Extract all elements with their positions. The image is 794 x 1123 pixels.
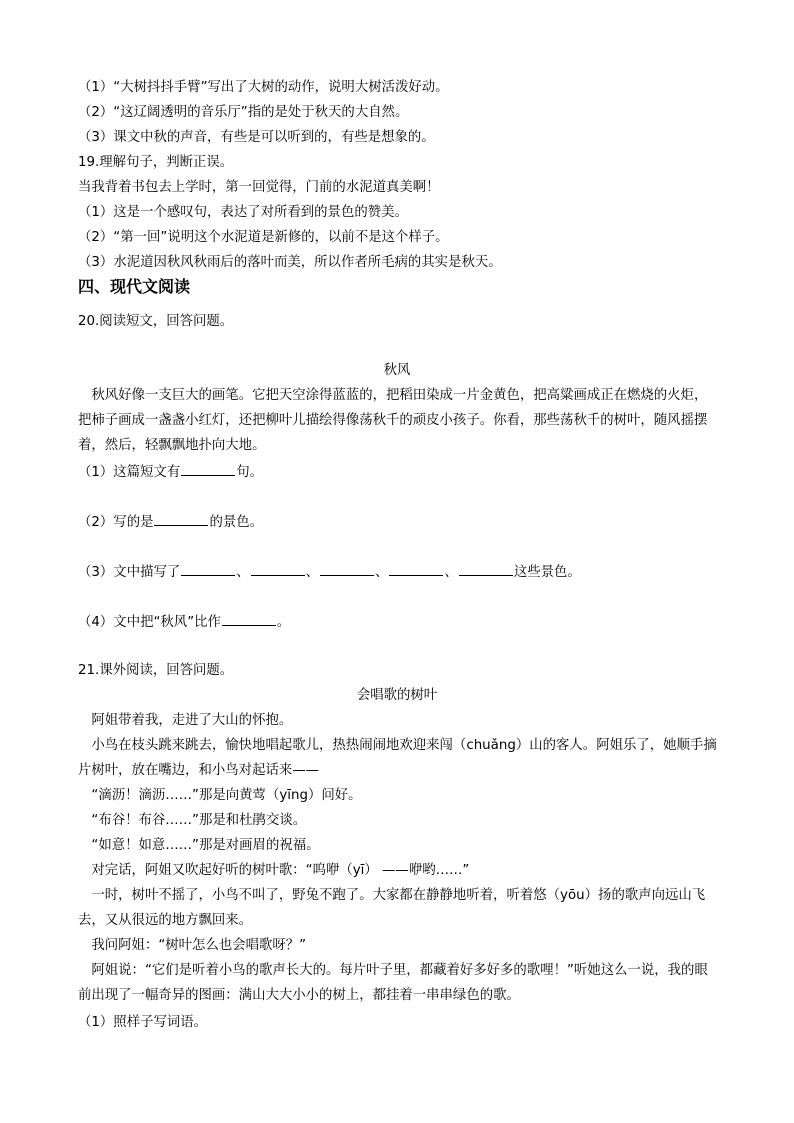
q18-item-1: （1）“大树抖抖手臂”写出了大树的动作，说明大树活泼好动。 <box>78 80 449 95</box>
q21-paragraph-2: 小鸟在枝头跳来跳去，愉快地唱起歌儿，热热闹闹地欢迎来闯（chuǎng）山的客人。阿姐乐了，她顺手摘片树叶，放在嘴边，和小鸟对起话来—— <box>78 738 717 778</box>
q20-sub3-text: （3）文中描写了 <box>78 565 181 580</box>
answer-blank[interactable] <box>459 562 513 576</box>
q20-sub2 <box>78 512 263 532</box>
q20-sub1-end: 句。 <box>236 465 264 480</box>
q18-item-3: （3）课文中秋的声音，有些是可以听到的，有些是想象的。 <box>78 130 435 145</box>
q20-passage: 秋风好像一支巨大的画笔。它把天空涂得蓝蓝的，把稻田染成一片金黄色，把高粱画成正在燃烧的火炬，把柿子画成一盏盏小红灯，还把柳叶儿描绘得像荡秋千的顽皮小孩子。你看，那些荡秋千的树叶，随风摇摆着，然后，轻飘飘地扑向大地。 <box>78 388 708 453</box>
q21-paragraph-8: 我问阿姐：“树叶怎么也会唱歌呀？” <box>91 938 307 953</box>
q21-paragraph-9: 阿姐说：“它们是听着小鸟的歌声长大的。每片叶子里，都藏着好多好多的歌哩！”听她这么一说，我的眼前出现了一幅奇异的图画：满山大大小小的树上，都挂着一串串绿色的歌。 <box>78 963 708 1003</box>
q21-sub1: （1）照样子写词语。 <box>78 1015 208 1030</box>
q20-sub4-text: （4）文中把“秋风”比作 <box>78 615 221 630</box>
q21-passage-title: 会唱歌的树叶 <box>356 688 438 703</box>
q18-item-2: （2）“这辽阔透明的音乐厅”指的是处于秋天的大自然。 <box>78 105 409 120</box>
q20-sub2-text: （2）写的是 <box>78 515 154 530</box>
answer-blank[interactable] <box>181 462 235 476</box>
answer-blank[interactable] <box>251 562 305 576</box>
answer-blank[interactable] <box>389 562 443 576</box>
q20-sub3-end: 这些景色。 <box>513 565 581 580</box>
q21-paragraph-5: “如意！如意……”那是对画眉的祝福。 <box>91 838 320 853</box>
answer-blank[interactable] <box>320 562 374 576</box>
q19-sentence: 当我背着书包去上学时，第一回觉得，门前的水泥道真美啊！ <box>78 180 440 195</box>
separator: 、 <box>305 565 320 580</box>
q21-paragraph-4: “布谷！布谷……”那是和杜鹃交谈。 <box>91 813 307 828</box>
q20-sub3 <box>78 562 581 582</box>
q19-item-1: （1）这是一个感叹句，表达了对所看到的景色的赞美。 <box>78 205 408 220</box>
q21-prompt: 21.课外阅读，回答问题。 <box>78 663 234 678</box>
answer-blank[interactable] <box>222 612 276 626</box>
q19-item-2: （2）“第一回”说明这个水泥道是新修的，以前不是这个样子。 <box>78 230 449 245</box>
q20-sub4 <box>78 612 290 632</box>
separator: 、 <box>375 565 389 580</box>
q19-item-3: （3）水泥道因秋风秋雨后的落叶而美，所以作者所毛病的其实是秋天。 <box>78 255 502 270</box>
section-heading: 四、现代文阅读 <box>78 277 191 296</box>
q21-paragraph-7: 一时，树叶不摇了，小鸟不叫了，野兔不跑了。大家都在静静地听着，听着悠（yōu）扬的歌声向远山飞去，又从很远的地方飘回来。 <box>78 888 706 928</box>
q20-sub4-end: 。 <box>276 615 291 630</box>
q20-prompt: 20.阅读短文，回答问题。 <box>78 314 234 329</box>
separator: 、 <box>444 565 458 580</box>
q20-sub1-text: （1）这篇短文有 <box>78 465 181 480</box>
answer-blank[interactable] <box>181 562 235 576</box>
q21-paragraph-3: “滴沥！滴沥……”那是向黄莺（yīng）问好。 <box>91 788 362 803</box>
q21-paragraph-6: 对完话，阿姐又吹起好听的树叶歌：“呜咿（yī） ——咿哟……” <box>91 863 470 878</box>
answer-blank[interactable] <box>154 512 208 526</box>
q20-passage-title: 秋风 <box>383 363 411 378</box>
q19-prompt: 19.理解句子，判断正误。 <box>78 155 234 170</box>
q21-paragraph-1: 阿姐带着我，走进了大山的怀抱。 <box>91 713 293 728</box>
q20-sub2-end: 的景色。 <box>209 515 264 530</box>
q20-sub1 <box>78 462 263 482</box>
separator: 、 <box>236 565 250 580</box>
